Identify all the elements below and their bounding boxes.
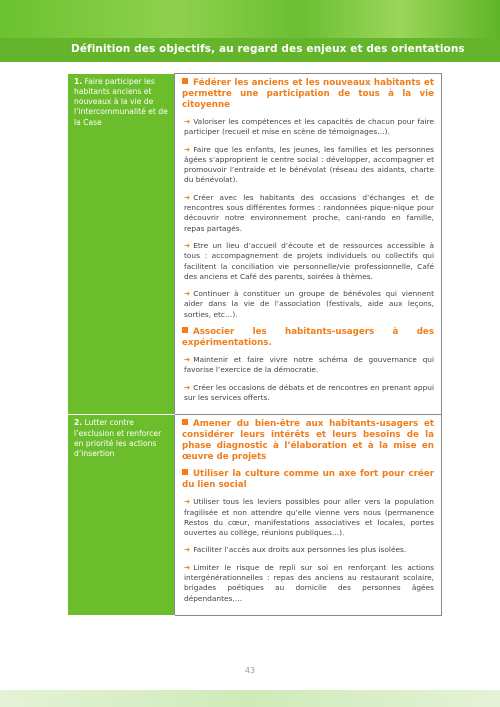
arrow-right-icon: ➔ (184, 117, 191, 126)
arrow-right-icon: ➔ (184, 192, 191, 202)
actions-cell-1 (175, 74, 442, 415)
orange-square-icon (182, 419, 188, 425)
section-heading: Associer les habitants-usagers à des expérimentations. (182, 327, 434, 349)
arrow-right-icon: ➔ (184, 289, 191, 299)
list-item: ➔ Maintenir et faire vivre notre schéma de gouvernance qui favorise l’exercice de la démocratie. (184, 355, 434, 375)
bottom-decorative-band (0, 690, 500, 707)
arrow-right-icon: ➔ (184, 562, 191, 572)
list-item: ➔ Créer les occasions de débats et de rencontres en prenant appui sur les services offerts. (184, 382, 434, 402)
section-heading: Fédérer les anciens et les nouveaux habitants et permettre une participation de tous à la vie citoyenne (182, 78, 434, 110)
objective-cell-2 (68, 415, 175, 616)
objectives-table (68, 73, 442, 616)
objective-number: 2. (74, 418, 83, 428)
arrow-right-icon: ➔ (184, 382, 191, 392)
objective-text: Lutter contre l’exclusion et renforcer en priorité les actions d’insertion (74, 418, 162, 459)
list-item: ➔ Etre un lieu d’accueil d’écoute et de ressources accessible à tous : accompagnement de projets individuels ou collectifs qui facilitent la conciliation vie personnelle/vie professionnelle, Café des anciens et Café des parents, soirées à thèmes. (184, 240, 434, 281)
arrow-right-icon: ➔ (184, 355, 191, 365)
arrow-right-icon: ➔ (184, 144, 191, 154)
list-item: ➔ Faire que les enfants, les jeunes, les familles et les personnes âgées s’approprient le centre social : développer, accompagner et promouvoir l’entraide et le bénévolat (réseau des aidants, charte du bénévolat). (184, 144, 434, 185)
objective-cell-1 (68, 74, 175, 415)
list-item: ➔ Créer avec les habitants des occasions d’échanges et de rencontres sous différentes formes : randonnées pique-nique pour découvrir notre environnement proche, cani-rando en famille, repas partagés. (184, 192, 434, 233)
objective-number: 1. (74, 76, 83, 86)
list-item: ➔ Continuer à constituer un groupe de bénévoles qui viennent aider dans la vie de l’association (festivals, aide aux leçons, sorties, etc…). (184, 289, 434, 319)
arrow-right-icon: ➔ (184, 240, 191, 250)
orange-square-icon (182, 78, 188, 84)
list-item: ➔ Faciliter l’accès aux droits aux personnes les plus isolées. (184, 545, 407, 555)
section-heading: Amener du bien-être aux habitants-usagers et considérer leurs intérêts et leurs besoins de la phase diagnostic à l’élaboration et à la mise en œuvre de projets (182, 419, 434, 463)
list-item: ➔ Valoriser les compétences et les capacités de chacun pour faire participer (recueil et mise en scène de témoignages…). (184, 117, 434, 137)
table-row-1 (68, 74, 442, 415)
objective-text: Faire participer les habitants anciens et nouveaux à la vie de l’intercommunalité et de la Case (74, 76, 168, 127)
arrow-right-icon: ➔ (184, 545, 191, 555)
arrow-right-icon: ➔ (184, 497, 191, 507)
table-row-2 (68, 415, 442, 616)
list-item: ➔ Limiter le risque de repli sur soi en renforçant les actions intergénérationnelles : repas des anciens au restaurant scolaire, brigades poétiques au domicile des personnes âgées dépendantes,… (184, 562, 434, 603)
actions-cell-2 (175, 415, 442, 616)
page-title: Définition des objectifs, au regard des enjeux et des orientations (71, 43, 465, 55)
list-item: ➔ Utiliser tous les leviers possibles pour aller vers la population fragilisée et non attendre qu’elle vienne vers nous (permanence Restos du cœur, manifestations associatives et locales, portes ouvertes au collège, réunions publiques…). (184, 497, 434, 538)
page-number: 43 (244, 666, 256, 675)
orange-square-icon (182, 469, 188, 475)
orange-square-icon (182, 327, 188, 333)
section-heading: Utiliser la culture comme un axe fort pour créer du lien social (182, 469, 434, 491)
